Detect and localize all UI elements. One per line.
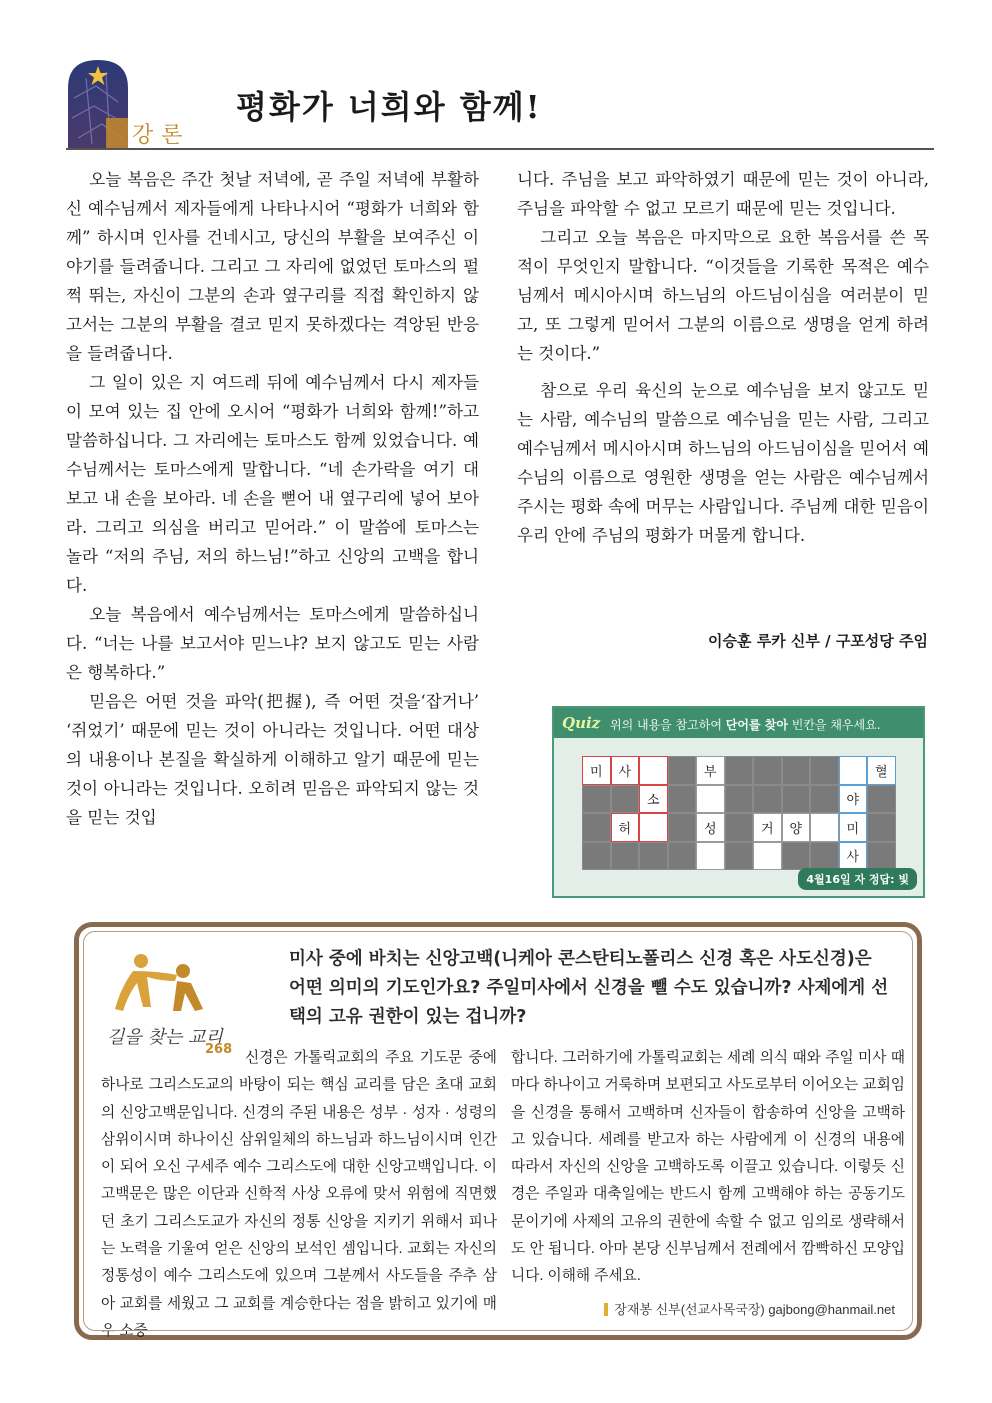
crossword-blocked-cell (782, 785, 811, 814)
crossword-blocked-cell (753, 785, 782, 814)
homily-paragraph: 오늘 복음은 주간 첫날 저녁에, 곧 주일 저녁에 부활하신 예수님께서 제자들에게 나타나시어 “평화가 너희와 함께” 하시며 인사를 건네시고, 당신의 부활을 보여주신 이야기를 들려줍니다. 그리고 그 자리에 없었던 토마스의 펄쩍 뛰는, 자신이 그분의 손과 옆구리를 직접 확인하지 않고서는 그분의 부활을 결코 믿지 못하겠다는 격앙된 반응을 들려줍니다. (66, 170, 479, 363)
crossword-cell[interactable] (810, 813, 839, 842)
homily-paragraph: 니다. 주님을 보고 파악하였기 때문에 믿는 것이 아니라, 주님을 파악할 수 없고 모르기 때문에 믿는 것입니다. (517, 170, 929, 218)
crossword-blocked-cell (753, 756, 782, 785)
crossword-blocked-cell (782, 756, 811, 785)
quiz-box (552, 706, 925, 898)
crossword-cell[interactable] (696, 785, 725, 814)
homily-paragraph: 믿음은 어떤 것을 파악(把握), 즉 어떤 것을‘잡거나’ ‘쥐었기’ 때문에 믿는 것이 아니라는 것입니다. 어떤 대상의 내용이나 본질을 확실하게 이해하고 알기 때문에 믿는 것이 아니라는 것입니다. 오히려 믿음은 파악되지 않는 것을 믿는 것입 (66, 692, 479, 827)
crossword-cell[interactable]: 야 (839, 785, 868, 814)
crossword-blocked-cell (867, 813, 896, 842)
crossword-cell[interactable]: 성 (696, 813, 725, 842)
crossword-cell[interactable]: 허 (611, 813, 640, 842)
qa-issue-number: 268 (205, 1042, 233, 1057)
title-divider (66, 148, 934, 150)
qa-logo-text: 길을 찾는 교리 (107, 1027, 223, 1048)
homily-paragraph: 참으로 우리 육신의 눈으로 예수님을 보지 않고도 믿는 사람, 예수님의 말씀으로 예수님을 믿는 사람, 그리고 예수님께서 메시아시며 하느님의 아드님이심을 믿어서 예수님의 이름으로 영원한 생명을 얻는 사람은 예수님께서 주시는 평화 속에 머무는 사람입니다. 주님께 대한 믿음이 우리 안에 주님의 평화가 머물게 합니다. (517, 381, 929, 545)
crossword-blocked-cell (867, 842, 896, 871)
crossword-blocked-cell (639, 842, 668, 871)
homily-byline: 이승훈 루카 신부 / 구포성당 주임 (708, 632, 928, 650)
quiz-instruction: 위의 내용을 참고하여 단어를 찾아 빈칸을 채우세요. (610, 718, 881, 732)
homily-right-column (517, 165, 929, 550)
homily-paragraph: 그 일이 있은 지 여드레 뒤에 예수님께서 다시 제자들이 모여 있는 집 안에 오시어 “평화가 너희와 함께!”하고 말씀하십니다. 그 자리에는 토마스도 함께 있었습니다. 예수님께서는 토마스에게 말합니다. “네 손가락을 여기 대 보고 내 손을 보아라. 네 손을 뻗어 내 옆구리에 넣어 보아라. 그리고 의심을 버리고 믿어라.” 이 말씀에 토마스는 놀라 “저의 주님, 저의 하느님!”하고 신앙의 고백을 합니다. (66, 373, 479, 595)
crossword-cell[interactable] (839, 756, 868, 785)
crossword-blocked-cell (668, 756, 697, 785)
crossword-blocked-cell (668, 785, 697, 814)
section-label: 강론 (132, 123, 191, 148)
crossword-grid (582, 756, 896, 870)
crossword-blocked-cell (611, 785, 640, 814)
crossword-blocked-cell (867, 785, 896, 814)
crossword-blocked-cell (611, 842, 640, 871)
crossword-cell[interactable]: 양 (782, 813, 811, 842)
qa-question: 미사 중에 바치는 신앙고백(니케아 콘스탄티노폴리스 신경 혹은 사도신경)은 어떤 의미의 기도인가요? 주일미사에서 신경을 뺄 수도 있습니까? 사제에게 선택의 고유 권한이 있는 겁니까? (289, 949, 889, 1027)
qa-author: 장재봉 신부(선교사목국장) gajbong@hanmail.net (604, 1299, 895, 1318)
crossword-cell[interactable] (753, 842, 782, 871)
homily-paragraph: 그리고 오늘 복음은 마지막으로 요한 복음서를 쓴 목적이 무엇인지 말합니다. “이것들을 기록한 목적은 예수님께서 메시아시며 하느님의 아드님이심을 여러분이 믿고, 또 그렇게 믿어서 그분의 이름으로 생명을 얻게 하려는 것이다.” (517, 228, 929, 363)
crossword-blocked-cell (582, 842, 611, 871)
crossword-cell[interactable]: 거 (753, 813, 782, 842)
homily-left-column (66, 165, 479, 832)
homily-logo-icon (66, 58, 130, 148)
crossword-blocked-cell (668, 842, 697, 871)
qa-answer-text: 신경은 가톨릭교회의 주요 기도문 중에 하나로 그리스도교의 바탕이 되는 핵심 교리를 담은 초대 교회의 신앙고백문입니다. 신경의 주된 내용은 성부 · 성자 · 성령의 삼위이시며 하나이신 삼위일체의 하느님과 하느님이시며 인간이 되어 오신 구세주 예수 그리스도에 대한 신앙고백입니다. 이 고백문은 많은 이단과 신학적 사상 오류에 맞서 위험에 직면했던 초기 그리스도교가 자신의 정통 신앙을 지키기 위해서 피나는 노력을 기울여 얻은 신앙의 보석인 셈입니다. 교회는 자신의 정통성이 예수 그리스도에 있으며 그분께서 사도들을 주추 삼아 교회를 세웠고 그 교회를 계승한다는 점을 밝히고 있기에 매우 소중 (101, 1050, 497, 1339)
quiz-header (554, 708, 923, 738)
qa-answer-left (101, 1045, 497, 1345)
crossword-blocked-cell (668, 813, 697, 842)
crossword-blocked-cell (725, 785, 754, 814)
crossword-cell[interactable]: 사 (839, 842, 868, 871)
crossword-cell[interactable]: 사 (611, 756, 640, 785)
crossword-cell[interactable]: 혈 (867, 756, 896, 785)
crossword-blocked-cell (725, 813, 754, 842)
crossword-blocked-cell (582, 785, 611, 814)
crossword-cell[interactable] (639, 756, 668, 785)
crossword-cell[interactable] (696, 842, 725, 871)
crossword-blocked-cell (782, 842, 811, 871)
quiz-previous-answer: 4월16일 자 정답: 빛 (798, 868, 917, 890)
homily-paragraph: 오늘 복음에서 예수님께서는 토마스에게 말씀하십니다. “너는 나를 보고서야 믿느냐? 보지 않고도 믿는 사람은 행복하다.” (66, 605, 479, 682)
crossword-blocked-cell (725, 756, 754, 785)
crossword-blocked-cell (810, 785, 839, 814)
crossword-blocked-cell (725, 842, 754, 871)
page-title: 평화가 너희와 함께! (236, 88, 542, 126)
qa-answer-text: 합니다. 그러하기에 가톨릭교회는 세례 의식 때와 주일 미사 때마다 하나이고 거룩하며 보편되고 사도로부터 이어오는 교회임을 신경을 통해서 고백하며 신자들이 합송하여 신앙을 고백하고 있습니다. 세례를 받고자 하는 사람에게 이 신경의 내용에 따라서 자신의 신앙을 고백하도록 이끌고 있습니다. 이렇듯 신경은 주일과 대축일에는 반드시 함께 고백해야 하는 공동기도문이기에 사제의 고유의 권한에 속할 수 없고 임의로 생략해서도 안 됩니다. 아마 본당 신부님께서 전례에서 깜빡하신 모양입니다. 이해해 주세요. (511, 1050, 905, 1285)
crossword-cell[interactable] (639, 813, 668, 842)
crossword-cell[interactable]: 미 (839, 813, 868, 842)
crossword-blocked-cell (810, 842, 839, 871)
crossword-blocked-cell (810, 756, 839, 785)
qa-answer-right (511, 1045, 905, 1291)
crossword-blocked-cell (582, 813, 611, 842)
catechism-qa-box (74, 922, 922, 1340)
quiz-logo: Quiz (562, 714, 601, 732)
crossword-cell[interactable]: 소 (639, 785, 668, 814)
crossword-cell[interactable]: 부 (696, 756, 725, 785)
crossword-cell[interactable]: 미 (582, 756, 611, 785)
